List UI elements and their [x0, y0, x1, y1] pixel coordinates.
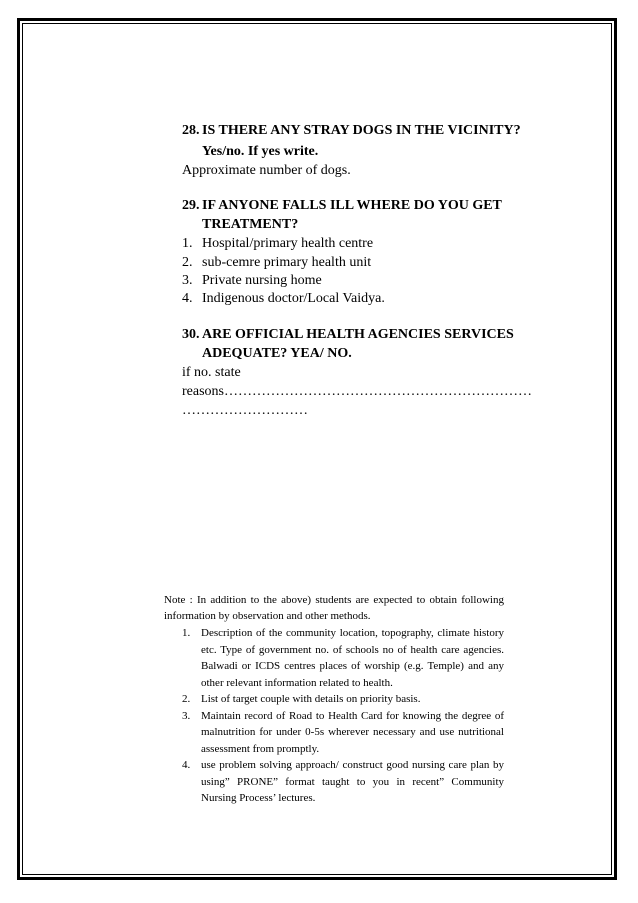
note-item-number: 4. — [182, 759, 191, 771]
list-number: 4. — [182, 291, 193, 306]
note-section — [164, 592, 504, 804]
note-intro: Note : In addition to the above) students are expected to obtain following information by observation and other methods. — [164, 594, 504, 622]
question-title-continued: TREATMENT? — [202, 217, 299, 232]
note-list-item — [164, 708, 504, 758]
question-title-continued: ADEQUATE? YEA/ NO. — [202, 346, 352, 361]
list-text: Private nursing home — [202, 273, 322, 288]
question-number: 29. — [182, 198, 200, 213]
note-item-number: 1. — [182, 627, 191, 639]
note-item-number: 3. — [182, 709, 191, 722]
list-number: 2. — [182, 255, 193, 270]
question-number: 28. — [182, 123, 200, 138]
note-list-item — [164, 691, 504, 708]
list-text: sub-cemre primary health unit — [202, 255, 372, 270]
question-number: 30. — [182, 327, 200, 342]
note-item-text: use problem solving approach/ construct good nursing care plan by using” PRONE” format taught to you in recent” Community Nursing Process’ lectures. — [201, 759, 504, 804]
note-item-text: Description of the community location, topography, climate history etc. Type of government no. of schools no of health care agencies. Balwadi or ICDS centres places of worship (e.g. Temple) and any other relevant information related to health. — [201, 627, 504, 689]
note-item-number: 2. — [182, 693, 191, 705]
question-28-detail: Approximate number of dogs. — [182, 163, 351, 178]
list-number: 3. — [182, 273, 193, 288]
note-list-item — [164, 757, 504, 807]
question-title: IF ANYONE FALLS ILL WHERE DO YOU GET — [202, 198, 502, 213]
question-title: IS THERE ANY STRAY DOGS IN THE VICINITY? — [202, 123, 521, 138]
note-list — [164, 625, 504, 807]
list-number: 1. — [182, 236, 193, 251]
list-text: Hospital/primary health centre — [202, 236, 374, 251]
note-item-text: List of target couple with details on priority basis. — [201, 693, 421, 705]
question-title: ARE OFFICIAL HEALTH AGENCIES SERVICES — [202, 327, 514, 342]
question-30-reasons-line: reasons………………………………………………………… — [182, 384, 532, 399]
question-subtitle: Yes/no. If yes write. — [202, 144, 319, 159]
list-text: Indigenous doctor/Local Vaidya. — [202, 291, 385, 306]
note-list-item — [164, 625, 504, 691]
question-30-reasons-continued: ……………………… — [182, 403, 308, 418]
note-item-text: Maintain record of Road to Health Card for knowing the degree of malnutrition for under 0-5s wherever necessary and use nutritional assessment from promptly. — [201, 709, 504, 755]
question-30-line1: if no. state — [182, 365, 241, 380]
